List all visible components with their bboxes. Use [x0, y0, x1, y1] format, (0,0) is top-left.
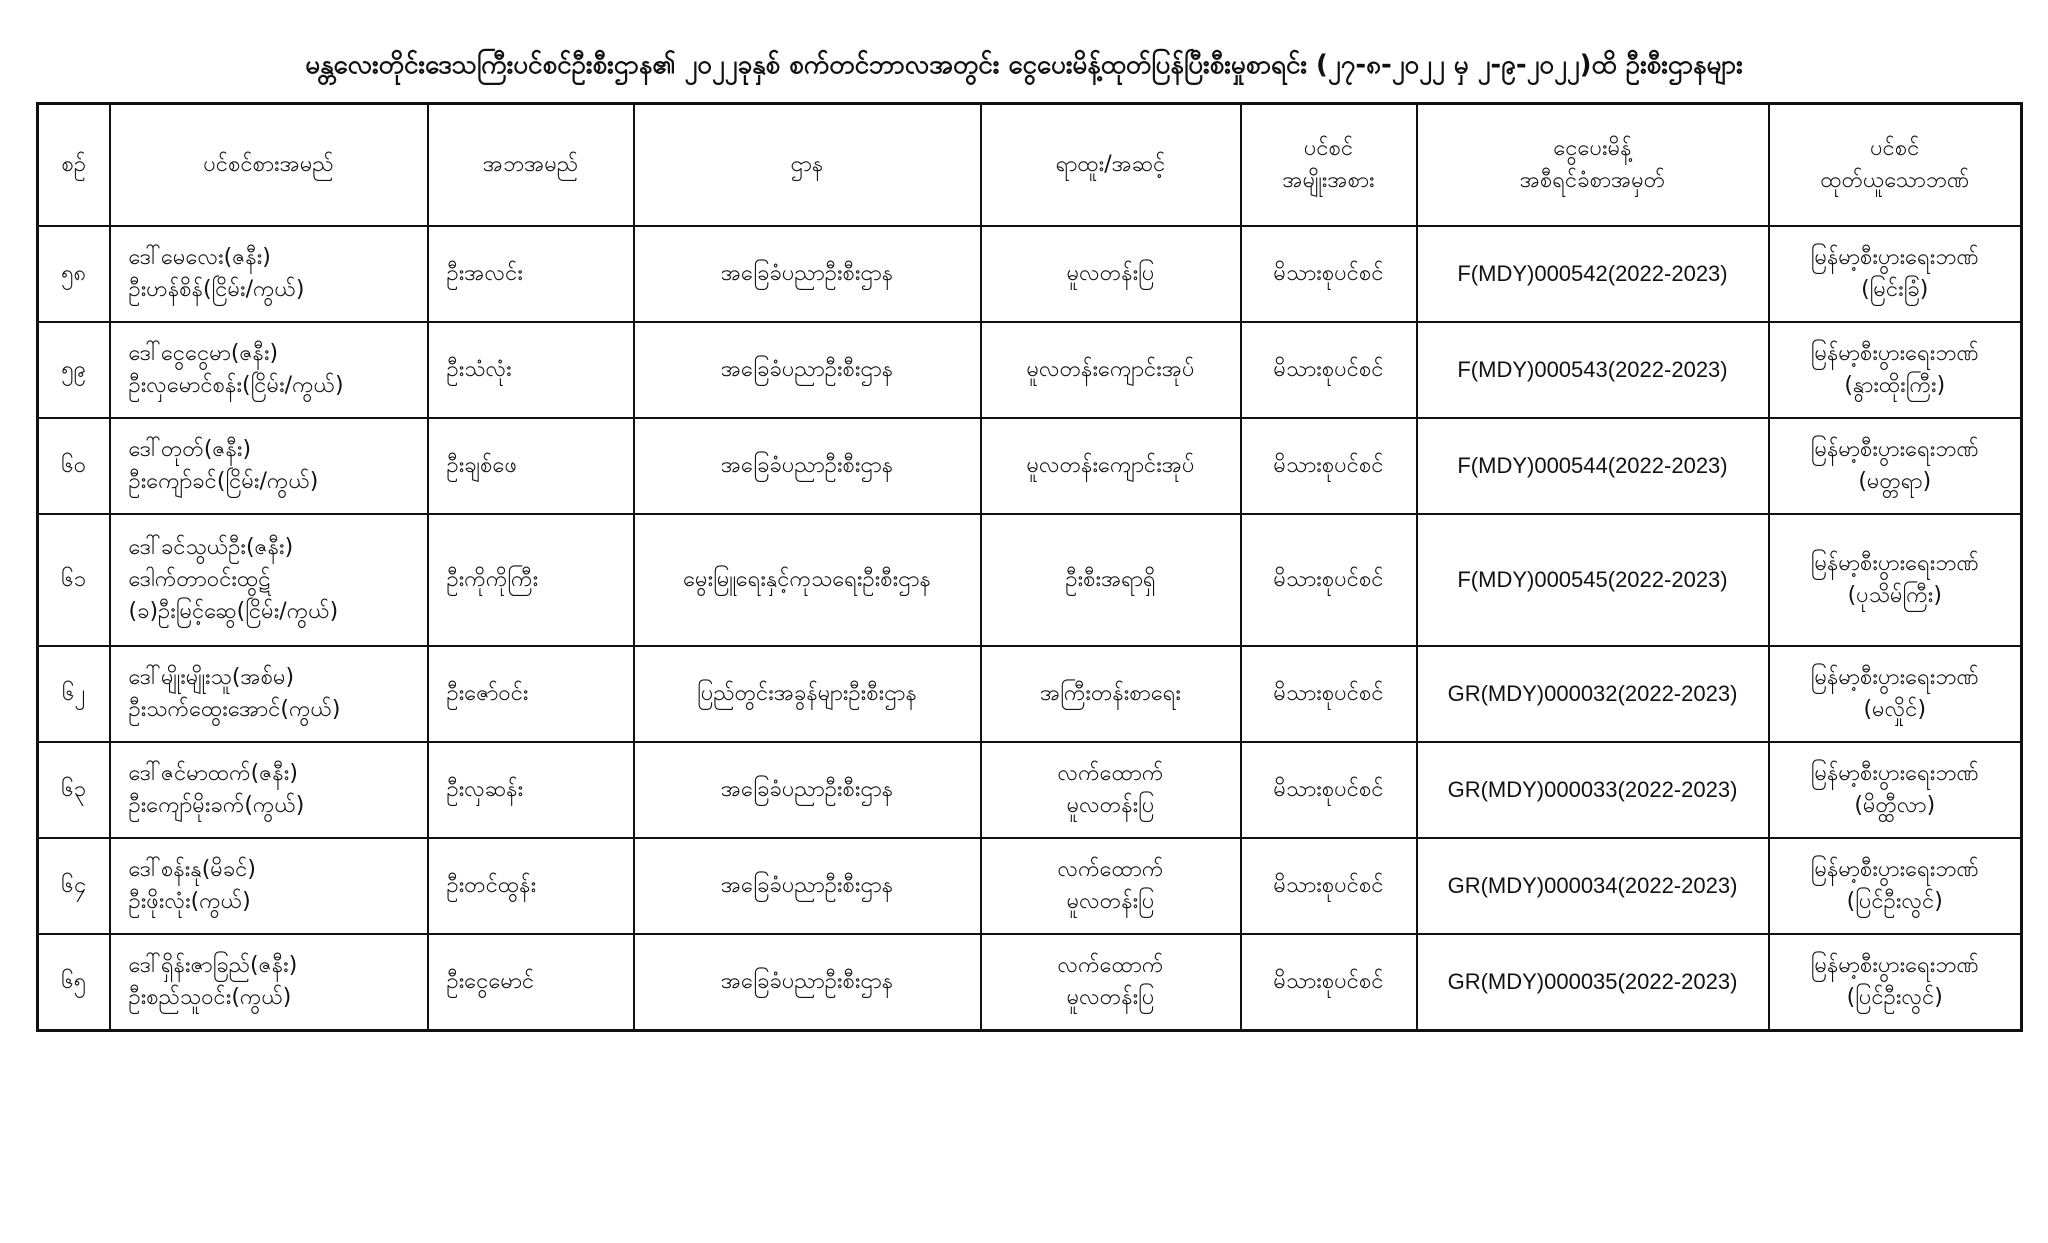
position	[981, 742, 1241, 838]
pension-type: မိသားစုပင်စင်	[1241, 322, 1417, 418]
header-text: စဉ်	[61, 152, 87, 178]
table-row	[38, 322, 2022, 418]
position	[981, 226, 1241, 322]
position	[981, 646, 1241, 742]
pensioner-name-line: ဒေါက်တာဝင်းထွဋ်	[128, 567, 271, 593]
row-number: ၆၅	[38, 934, 110, 1030]
pension-type: မိသားစုပင်စင်	[1241, 418, 1417, 514]
header-col-no	[38, 104, 110, 227]
father-name: ဦးလှဆန်း	[428, 742, 634, 838]
table-row	[38, 226, 2022, 322]
position-line: မူလတန်းပြ	[1066, 984, 1155, 1010]
position	[981, 514, 1241, 646]
table-row	[38, 742, 2022, 838]
position	[981, 418, 1241, 514]
bank-line: မြန်မာ့စီးပွားရေးဘဏ်	[1810, 341, 1979, 367]
pensioner-name	[110, 934, 428, 1030]
pensioner-name-line: ဦးစည်သူဝင်း(ကွယ်)	[128, 984, 292, 1010]
pensioner-name-line: ဒေါ်စန်းနု(မိခင်)	[128, 857, 257, 883]
pensioner-name-line: ဒေါ်ဇင်မာထက်(ဇနီး)	[128, 761, 298, 787]
order-number: GR(MDY)000032(2022-2023)	[1417, 646, 1769, 742]
header-text: ငွေပေးမိန့်	[1553, 136, 1632, 162]
father-name: ဦးချစ်ဖေ	[428, 418, 634, 514]
pensioner-name	[110, 322, 428, 418]
pensioner-name-line: ဒေါ်ရှိန်းဇာခြည်(ဇနီး)	[128, 952, 298, 978]
bank	[1769, 838, 2022, 934]
department: အခြေခံပညာဦးစီးဌာန	[634, 226, 981, 322]
page-title: မန္တလေးတိုင်းဒေသကြီးပင်စင်ဦးစီးဌာန၏ ၂၀၂၂ခုနှစ် စက်တင်ဘာလအတွင်း ငွေပေးမိန့်ထုတ်ပြန်ပြီးစီးမှုစာရင်း (၂၇-၈-၂၀၂၂ မှ ၂-၉-၂၀၂၂)ထိ ဦးစီးဌာနများ	[305, 50, 1743, 80]
bank-line: (ပြင်ဦးလွင်)	[1846, 984, 1943, 1010]
pensioner-name-line: ဒေါ်ငွေငွေမာ(ဇနီး)	[128, 341, 279, 367]
pensioner-name	[110, 226, 428, 322]
order-number: GR(MDY)000033(2022-2023)	[1417, 742, 1769, 838]
order-number: F(MDY)000545(2022-2023)	[1417, 514, 1769, 646]
position-line: မူလတန်းကျောင်းအုပ်	[1026, 453, 1195, 479]
header-col-order-number	[1417, 104, 1769, 227]
bank-line: (နွားထိုးကြီး)	[1844, 373, 1946, 398]
bank-line: (မတ္တရာ)	[1858, 469, 1932, 494]
table-row	[38, 646, 2022, 742]
pensioner-name-line: ဦးလှမောင်စန်း(ငြိမ်း/ကွယ်)	[128, 373, 344, 398]
position-line: လက်ထောက်	[1057, 761, 1164, 787]
order-number: F(MDY)000542(2022-2023)	[1417, 226, 1769, 322]
header-text: အမျိုးအစား	[1282, 168, 1375, 193]
bank-line: မြန်မာ့စီးပွားရေးဘဏ်	[1810, 245, 1979, 271]
header-text: အဘအမည်	[482, 152, 579, 178]
bank-line: မြန်မာ့စီးပွားရေးဘဏ်	[1810, 665, 1979, 691]
bank	[1769, 742, 2022, 838]
bank	[1769, 934, 2022, 1030]
table-header-row	[38, 104, 2022, 227]
bank	[1769, 418, 2022, 514]
position-line: လက်ထောက်	[1057, 952, 1164, 978]
pensioner-name-line: ဦးဖိုးလုံး(ကွယ်)	[128, 889, 251, 914]
header-text: ဌာန	[790, 152, 824, 178]
header-col-department	[634, 104, 981, 227]
department: မွေးမြူရေးနှင့်ကုသရေးဦးစီးဌာန	[634, 514, 981, 646]
bank	[1769, 514, 2022, 646]
department: အခြေခံပညာဦးစီးဌာန	[634, 742, 981, 838]
header-text: ထုတ်ယူသောဘဏ်	[1820, 168, 1970, 193]
order-number: F(MDY)000544(2022-2023)	[1417, 418, 1769, 514]
pensioner-name	[110, 418, 428, 514]
bank-line: (ပြင်ဦးလွင်)	[1846, 889, 1943, 914]
pensioner-name	[110, 742, 428, 838]
pension-type: မိသားစုပင်စင်	[1241, 742, 1417, 838]
department: အခြေခံပညာဦးစီးဌာန	[634, 934, 981, 1030]
department: ပြည်တွင်းအခွန်များဦးစီးဌာန	[634, 646, 981, 742]
position-line: မူလတန်းပြ	[1066, 793, 1155, 818]
bank	[1769, 322, 2022, 418]
pensioner-name-line: ဦးဟန်စိန်(ငြိမ်း/ကွယ်)	[128, 277, 305, 302]
pensioner-name	[110, 646, 428, 742]
position-line: မူလတန်းပြ	[1066, 261, 1155, 287]
row-number: ၆၂	[38, 646, 110, 742]
pension-type: မိသားစုပင်စင်	[1241, 226, 1417, 322]
pensioner-name-line: ဒေါ်ခင်သွယ်ဦး(ဇနီး)	[128, 535, 294, 561]
position-line: အကြီးတန်းစာရေး	[1040, 681, 1181, 707]
header-text: ပင်စင်	[1303, 136, 1354, 162]
order-number: GR(MDY)000034(2022-2023)	[1417, 838, 1769, 934]
header-text: ရာထူး/အဆင့်	[1055, 152, 1166, 178]
header-text: ပင်စင်စားအမည်	[203, 152, 334, 178]
bank-line: (မြင်းခြံ)	[1861, 277, 1929, 302]
row-number: ၆၃	[38, 742, 110, 838]
bank-line: မြန်မာ့စီးပွားရေးဘဏ်	[1810, 437, 1979, 463]
pension-type: မိသားစုပင်စင်	[1241, 646, 1417, 742]
row-number: ၅၈	[38, 226, 110, 322]
position-line: ဦးစီးအရာရှိ	[1065, 567, 1156, 593]
bank-line: (မလှိုင်)	[1863, 697, 1927, 722]
header-col-pensioner-name	[110, 104, 428, 227]
father-name: ဦးတင်ထွန်း	[428, 838, 634, 934]
position	[981, 934, 1241, 1030]
table-row	[38, 514, 2022, 646]
header-col-bank	[1769, 104, 2022, 227]
position-line: မူလတန်းကျောင်းအုပ်	[1026, 357, 1195, 383]
row-number: ၆၄	[38, 838, 110, 934]
pensioner-name-line: ဒေါ်တုတ်(ဇနီး)	[128, 437, 252, 463]
row-number: ၅၉	[38, 322, 110, 418]
position	[981, 322, 1241, 418]
father-name: ဦးဇော်ဝင်း	[428, 646, 634, 742]
header-col-position	[981, 104, 1241, 227]
bank-line: (မိတ္ထီလာ)	[1854, 793, 1936, 818]
header-col-father-name	[428, 104, 634, 227]
bank	[1769, 226, 2022, 322]
order-number: F(MDY)000543(2022-2023)	[1417, 322, 1769, 418]
row-number: ၆၀	[38, 418, 110, 514]
bank-line: မြန်မာ့စီးပွားရေးဘဏ်	[1810, 952, 1979, 978]
pension-type: မိသားစုပင်စင်	[1241, 514, 1417, 646]
father-name: ဦးသံလုံး	[428, 322, 634, 418]
father-name: ဦးငွေမောင်	[428, 934, 634, 1030]
pensioner-name-line: ဦးသက်ထွေးအောင်(ကွယ်)	[128, 697, 341, 722]
department: အခြေခံပညာဦးစီးဌာန	[634, 322, 981, 418]
pension-table	[36, 102, 2023, 1032]
order-number: GR(MDY)000035(2022-2023)	[1417, 934, 1769, 1030]
position-line: မူလတန်းပြ	[1066, 889, 1155, 914]
header-text: အစီရင်ခံစာအမှတ်	[1519, 168, 1666, 193]
father-name: ဦးအလင်း	[428, 226, 634, 322]
pensioner-name-line: (ခ)ဦးမြင့်ဆွေ(ငြိမ်း/ကွယ်)	[128, 598, 339, 624]
bank-line: (ပုသိမ်ကြီး)	[1847, 583, 1942, 608]
table-body	[38, 226, 2022, 1030]
pension-type: မိသားစုပင်စင်	[1241, 838, 1417, 934]
bank-line: မြန်မာ့စီးပွားရေးဘဏ်	[1810, 761, 1979, 787]
table-row	[38, 838, 2022, 934]
department: အခြေခံပညာဦးစီးဌာန	[634, 418, 981, 514]
pension-type: မိသားစုပင်စင်	[1241, 934, 1417, 1030]
pensioner-name-line: ဦးကျော်မိုးခက်(ကွယ်)	[128, 793, 305, 818]
pensioner-name	[110, 514, 428, 646]
pensioner-name-line: ဦးကျော်ခင်(ငြိမ်း/ကွယ်)	[128, 469, 319, 494]
position	[981, 838, 1241, 934]
table-row	[38, 934, 2022, 1030]
header-col-pension-type	[1241, 104, 1417, 227]
department: အခြေခံပညာဦးစီးဌာန	[634, 838, 981, 934]
bank-line: မြန်မာ့စီးပွားရေးဘဏ်	[1810, 551, 1979, 577]
header-text: ပင်စင်	[1870, 136, 1920, 162]
father-name: ဦးကိုကိုကြီး	[428, 514, 634, 646]
row-number: ၆၁	[38, 514, 110, 646]
pensioner-name	[110, 838, 428, 934]
pensioner-name-line: ဒေါ်မေလေး(ဇနီး)	[128, 245, 271, 271]
pensioner-name-line: ဒေါ်မျိုးမျိုးသူ(အစ်မ)	[128, 665, 295, 691]
position-line: လက်ထောက်	[1057, 857, 1164, 883]
bank	[1769, 646, 2022, 742]
bank-line: မြန်မာ့စီးပွားရေးဘဏ်	[1810, 857, 1979, 883]
table-row	[38, 418, 2022, 514]
